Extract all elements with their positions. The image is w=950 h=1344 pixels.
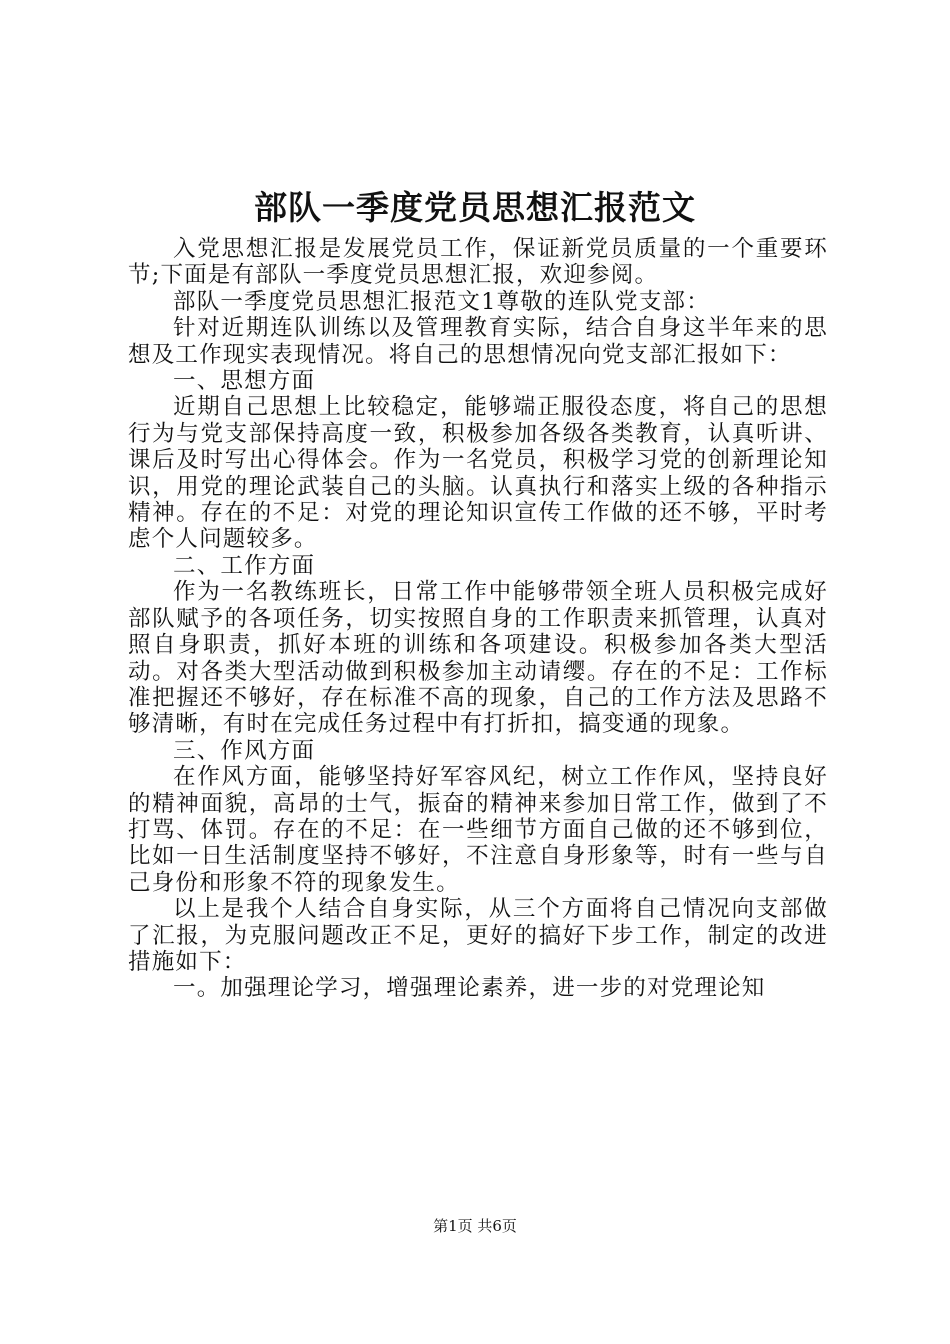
section-heading-thought: 一、思想方面 (173, 368, 316, 395)
paragraph-work: 作为一名教练班长，日常工作中能够带领全班人员积极完成好部队赋予的各项任务，切实按照自身的工作职责来抓管理，认真对照自身职责，抓好本班的训练和各项建设。积极参加各类大型活动。对各类大型活动做到积极参加主动请缨。存在的不足：工作标准把握还不够好，存在标准不高的现象，自己的工作方法及思路不够清晰，有时在完成任务过程中有打折扣，搞变通的现象。 (128, 579, 828, 738)
paragraph-thought: 近期自己思想上比较稳定，能够端正服役态度，将自己的思想行为与党支部保持高度一致，积极参加各级各类教育，认真听讲、课后及时写出心得体会。作为一名党员，积极学习党的创新理论知识，用党的理论武装自己的头脑。认真执行和落实上级的各种指示精神。存在的不足：对党的理论知识宣传工作做的还不够，平时考虑个人问题较多。 (128, 394, 828, 553)
section-heading-style: 三、作风方面 (173, 737, 316, 764)
paragraph-intro: 入党思想汇报是发展党员工作，保证新党员质量的一个重要环节;下面是有部队一季度党员思想汇报，欢迎参阅。 (128, 236, 828, 289)
paragraph-summary: 以上是我个人结合自身实际，从三个方面将自己情况向支部做了汇报，为克服问题改正不足，更好的搞好下步工作，制定的改进措施如下： (128, 896, 828, 975)
page-footer: 第1页 共6页 (433, 1217, 517, 1235)
paragraph-salutation: 部队一季度党员思想汇报范文1尊敬的连队党支部： (173, 288, 710, 315)
section-heading-work: 二、工作方面 (173, 552, 316, 579)
paragraph-opening: 针对近期连队训练以及管理教育实际，结合自身这半年来的思想及工作现实表现情况。将自己的思想情况向党支部汇报如下： (128, 315, 828, 368)
paragraph-measure-1: 一。加强理论学习，增强理论素养，进一步的对党理论知 (173, 975, 766, 1002)
paragraph-style: 在作风方面，能够坚持好军容风纪，树立工作作风，坚持良好的精神面貌，高昂的士气，振奋的精神来参加日常工作，做到了不打骂、体罚。存在的不足：在一些细节方面自己做的还不够到位，比如一日生活制度坚持不够好，不注意自身形象等，时有一些与自己身份和形象不符的现象发生。 (128, 764, 828, 896)
document-title: 部队一季度党员思想汇报范文 (254, 188, 696, 227)
document-body (128, 236, 828, 1002)
